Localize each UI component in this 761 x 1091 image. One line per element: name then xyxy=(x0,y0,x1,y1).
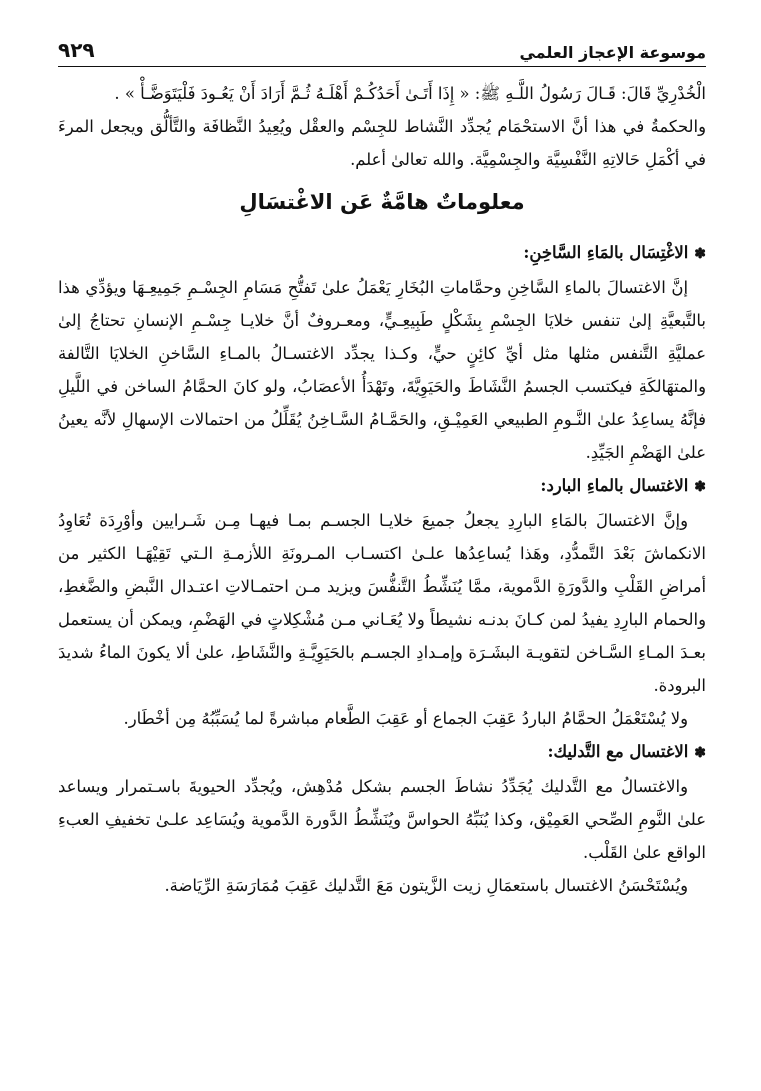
bullet-icon: ✽ xyxy=(694,246,706,262)
subsection-title: الاغتسال بالماءِ البارد: xyxy=(540,476,689,495)
page-header xyxy=(58,36,706,67)
paragraph-massage: والاغتسالُ مع التَّدليك يُجَدِّدُ نشاطَ الجسم بشكل مُدْهِش، ويُجدِّد الحيويةَ باسـتمرار ويساعد علىٰ النَّومِ الصِّحي العَمِيْق، وكذا يُنَبِّهُ الحواسَّ ويُنَشِّطُ الدَّورة الدَّموية ويُسَاعِد علـىٰ تخفيفِ العبءِ الواقع علىٰ القَلْب. xyxy=(58,777,706,862)
section-heading: معلوماتٌ هامَّةٌ عَن الاغْتسَالِ xyxy=(239,190,525,214)
subsection-heading-hot-water xyxy=(58,236,706,271)
paragraph-cold-water: وإنَّ الاغتسالَ بالمَاءِ البارِدِ يجعلُ جميعَ خلايـا الجسـم بمـا فيهـا مِـن شَـرايين وأوْرِدَة تُعَاوِدُ الانكماشَ بَعْدَ التَّمدُّدِ، وهَذا يُساعِدُها علـىٰ اكتسـاب المـرونَةِ اللأزمـةِ الـتي تَقِيْهَـا الكثير من أمراضِ القَلْبِ والدَّورَةِ الدَّموية، ممَّا يُنَشِّطُ التَّنفُّسَ ويزيد مـن احتمـالاتِ اعتـدال النَّبضِ والضَّغطِ، والحمام البارِدِ يفيدُ لمن كـانَ بدنـه نشيطاً ولا يُعَـاني مـن مُشْكِلاتٍ في الهَضْمِ، ويمكن أن يستعمل بعـدَ المـاءِ السَّـاخن لتقويـة البشَـرَة وإمـدادِ الجسـم بالحَيَوِيَّـةِ والنَّشَاطِ، علىٰ ألا يكونَ الماءُ شديدَ البرودة. xyxy=(58,511,706,695)
page-body xyxy=(58,77,706,902)
subsection-title: الاغْتِسَال بالمَاءِ السَّاخِنِ: xyxy=(523,243,689,262)
page-number: ٩٢٩ xyxy=(58,38,95,62)
book-page xyxy=(58,36,706,902)
bullet-icon: ✽ xyxy=(694,479,706,495)
running-title: موسوعة الإعجاز العلمي xyxy=(519,43,706,62)
subsection-heading-massage xyxy=(58,735,706,770)
subsection-heading-cold-water xyxy=(58,469,706,504)
paragraph-cold-water-warning: ولا يُسْتَعْمَلُ الحمَّامُ الباردُ عَقِبَ الجماع أو عَقِبَ الطَّعام مباشرةً لما يُسَبِّبُهُ مِن أخْطَار. xyxy=(123,709,688,728)
bullet-icon: ✽ xyxy=(694,745,706,761)
paragraph-hot-water: إنَّ الاغتسالَ بالماءِ السَّاخِنِ وحمَّاماتِ البُخَارِ يَعْمَلُ علىٰ تَفتُّحِ مَسَامِ الجِسْـمِ جَمِيعِـهَا ويؤدِّي هذا بالتَّبعيَّةِ إلىٰ تنفس خلايَا الجِسْمِ بِشَكْلٍ طَبِيعِـيٍّ، ومعـروفٌ أنَّ خلايـا جِسْـمِ الإنسانِ تحتاجُ إلىٰ عمليَّةِ التَّنفس مثلها مثل أيِّ كائِنٍ حيٍّ، وكـذا يجدِّد الاغتسـالُ بالمـاءِ السَّاخنِ الخلايَا التَّالفة والمتهَالكَةِ فيكتسب الجسمُ النَّشَاطَ والحَيَوِيَّةَ، وتَهْدَأُ الأعصَابُ، ولو كانَ الحمَّامُ الساخن في اللَّيلِ فإنَّهُ يساعِدُ علىٰ النَّـومِ الطبيعي العَمِيْـقِ، والحَمَّـامُ السَّـاخِنُ يُقَلِّلُ من احتمالات الإسهالِ لأنَّه يعينُ علىٰ الهَضْمِ الجَيِّدِ. xyxy=(58,278,706,462)
wisdom-paragraph: والحكمةُ في هذا أنَّ الاستحْمَام يُجدِّد النَّشاط للجِسْم والعقْل ويُعِيدُ النَّظافَة والتَّألُّق ويجعل المرءَ في أكْمَلِ حَالاتِهِ النَّفْسِيَّة والجِسْمِيَّة. والله تعالىٰ أعلم. xyxy=(58,117,706,169)
hadith-paragraph: الْخُدْرِيِّ قَالَ: قَـالَ رَسُولُ اللَّـهِ ﷺ: « إِذَا أَتَـىٰ أَحَدُكُـمْ أَهْلَـهُ ثُـمَّ أَرَادَ أَنْ يَعُـودَ فَلْيَتَوَضَّـأْ » . xyxy=(114,84,706,103)
subsection-title: الاغتسال مع التَّدليك: xyxy=(547,742,689,761)
paragraph-olive-oil: ويُسْتَحْسَنُ الاغتسال باستعمَالِ زيت الزَّيتون مَعَ التَّدليك عَقِبَ مُمَارَسَةِ الرِّيَاضة. xyxy=(164,876,688,895)
